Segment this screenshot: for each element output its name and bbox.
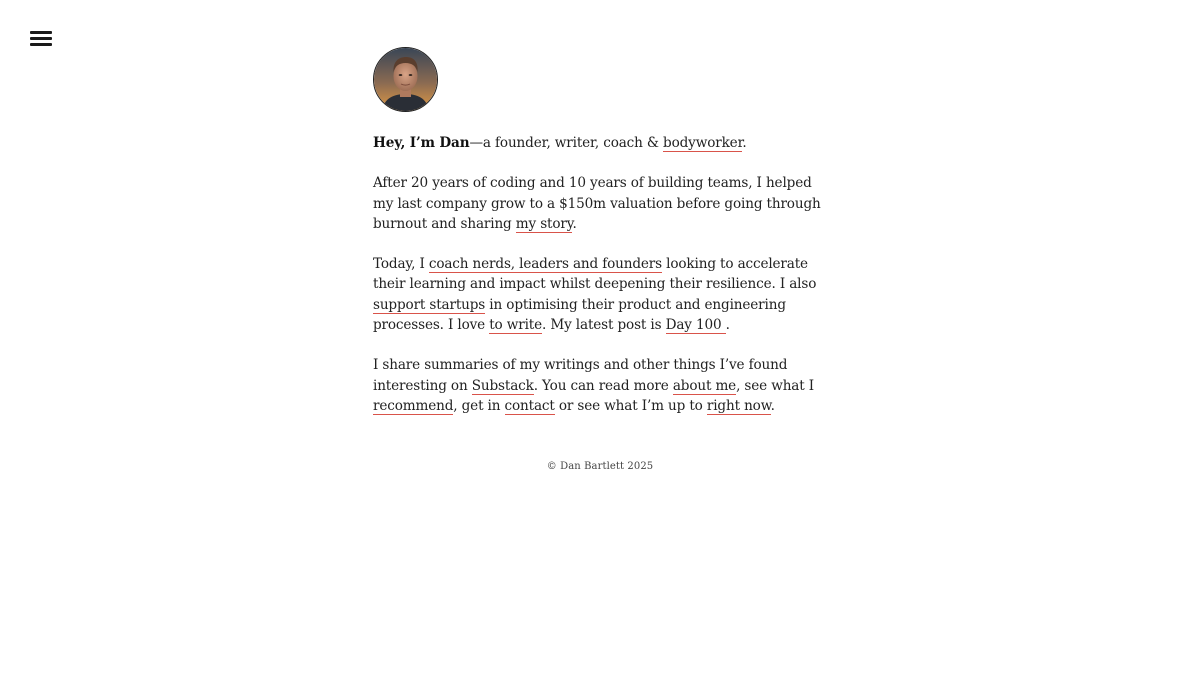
background-paragraph (373, 173, 833, 234)
paragraph-text: . You can read more (533, 377, 673, 394)
latest-post-link[interactable]: Day 100 (665, 317, 726, 334)
paragraph-text: , get in (453, 397, 505, 414)
intro-line (373, 133, 833, 153)
contact-link[interactable]: contact (504, 397, 555, 414)
paragraph-text: , see what I (736, 377, 814, 394)
coach-link[interactable]: coach nerds, leaders and founders (428, 256, 662, 273)
punctuation: . (572, 215, 577, 232)
tagline: —a founder, writer, coach & (469, 135, 664, 151)
recommend-link[interactable]: recommend (373, 397, 454, 414)
greeting-name: Hey, I’m Dan (373, 135, 470, 151)
avatar (373, 47, 438, 112)
punctuation: . (725, 317, 730, 334)
to-write-link[interactable]: to write (489, 317, 542, 334)
paragraph-text: looking to accelerate their learning and impact whilst deepening their resilience. I also (373, 256, 817, 293)
portrait-photo (374, 48, 437, 111)
punctuation: . (742, 135, 747, 151)
menu-bar (30, 31, 52, 34)
my-story-link[interactable]: my story (515, 215, 573, 232)
menu-bar (30, 37, 52, 40)
hamburger-menu-icon[interactable] (30, 29, 53, 49)
punctuation: . (770, 397, 775, 414)
paragraph-text: in optimising their product and engineering processes. I love (373, 296, 786, 334)
main-content (373, 47, 833, 416)
menu-bar (30, 43, 52, 46)
support-startups-link[interactable]: support startups (373, 296, 486, 313)
right-now-link[interactable]: right now (706, 397, 771, 414)
paragraph-text: . My latest post is (542, 317, 666, 334)
copyright-footer: © Dan Bartlett 2025 (546, 461, 654, 472)
about-me-link[interactable]: about me (672, 377, 737, 394)
paragraph-text: After 20 years of coding and 10 years of building teams, I helped my last company grow to a $150m valuation before going through burnout and sharing (373, 175, 821, 232)
share-paragraph (373, 355, 833, 416)
bodyworker-link[interactable]: bodyworker (663, 135, 743, 151)
today-paragraph (373, 254, 833, 335)
paragraph-text: I share summaries of my writings and other things I’ve found interesting on (373, 357, 788, 394)
paragraph-text: or see what I’m up to (554, 397, 707, 414)
paragraph-text: Today, I (373, 256, 429, 273)
substack-link[interactable]: Substack (471, 377, 534, 394)
